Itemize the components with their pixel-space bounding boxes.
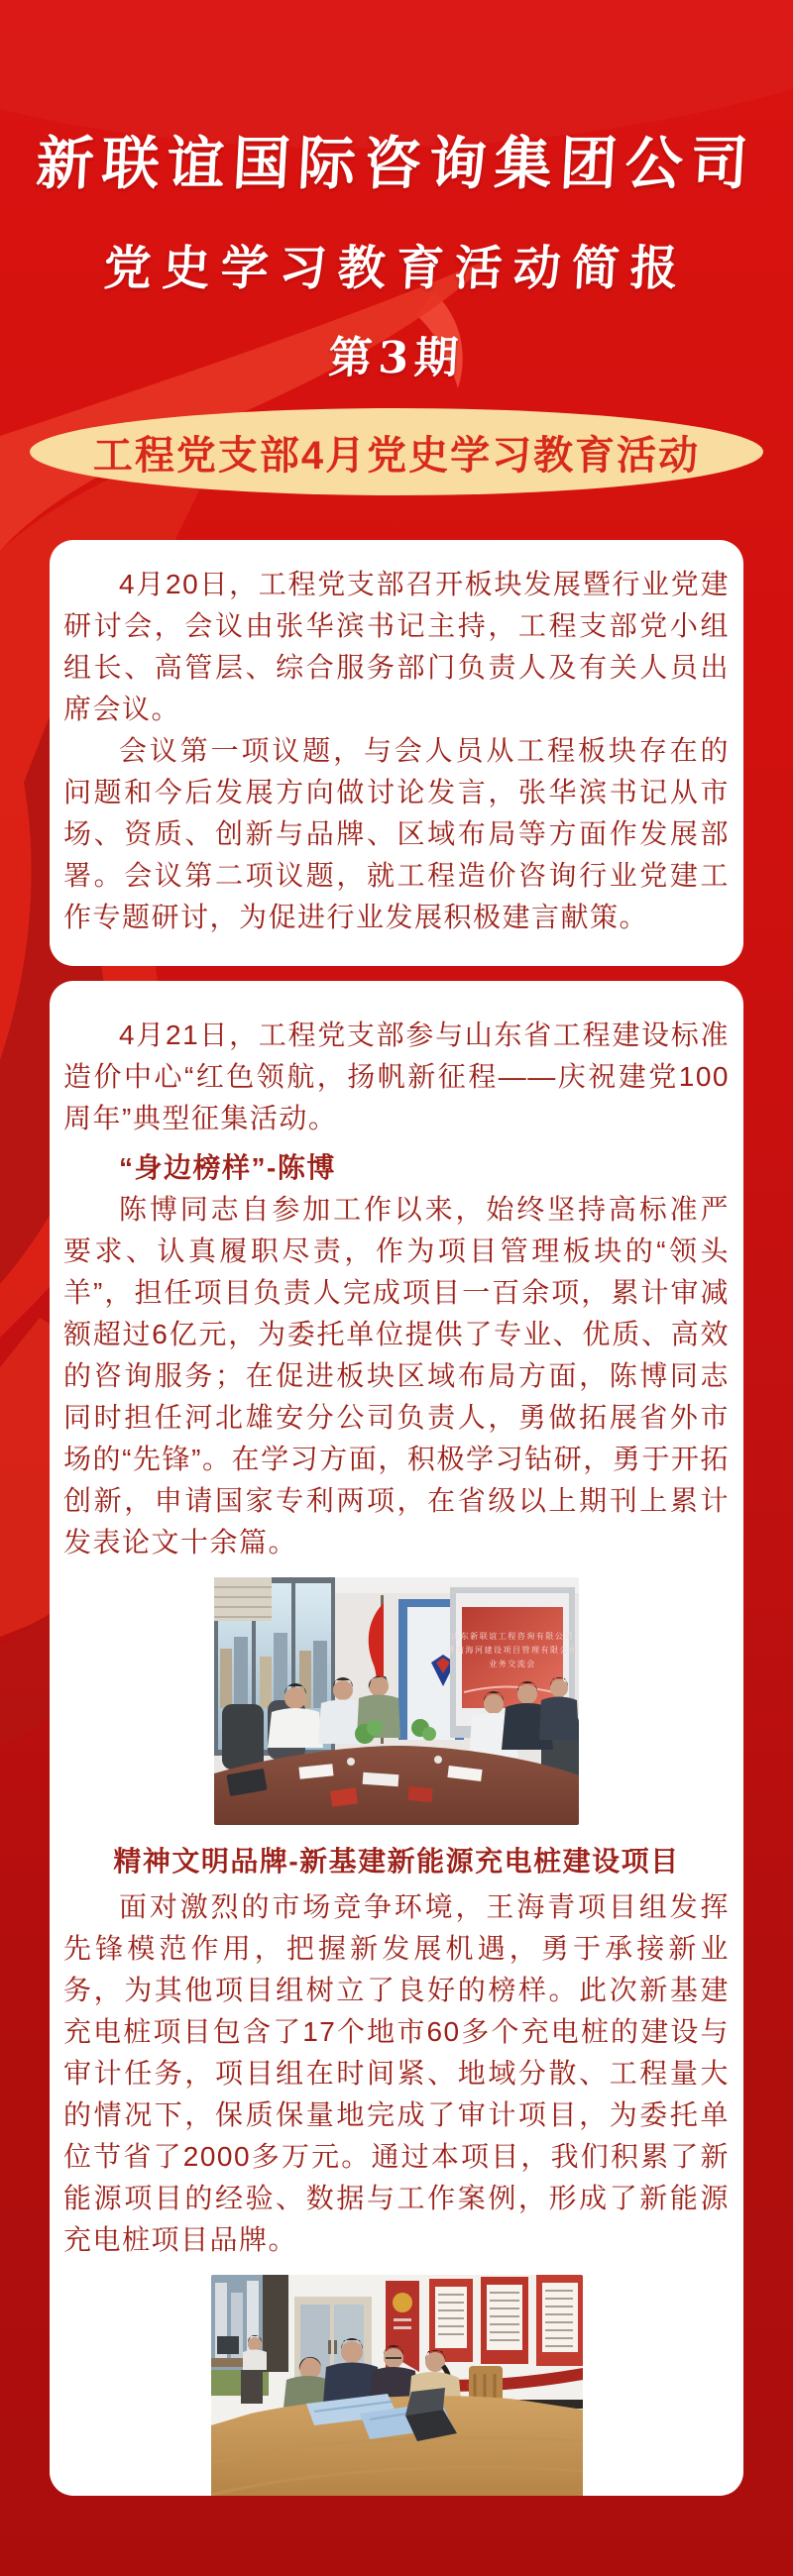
paragraph-meeting-topics: 会议第一项议题，与会人员从工程板块存在的问题和今后发展方向做讨论发言，张华滨书记从市场、资质、创新与品牌、区域布局等方面作发展部署。会议第二项议题，就工程造价咨询行业党建工作专题研讨，为促进行业发展积极建言献策。 [63,735,730,932]
slide-line-2: 济南海河建设项目管理有限公司 [446,1646,579,1655]
paragraph-role-model: 陈博同志自参加工作以来，始终坚持高标准严要求、认真履职尽责，作为项目管理板块的“领头羊”，担任项目负责人完成项目一百余项，累计审减额超过6亿元，为委托单位提供了专业、优质、高效的咨询服务；在促进板块区域布局方面，陈博同志同时担任河北雄安分公司负责人，勇做拓展省外市场的“先锋”。在学习方面，积极学习钻研，勇于开拓创新，申请国家专利两项，在省级以上期刊上累计发表论文十余篇。 [63,1194,730,1557]
slide-line-3: 业务交流会 [489,1660,536,1668]
company-title: 新联谊国际咨询集团公司 [34,130,758,197]
slide-line-1: 山东新联谊工程咨询有限公司 [451,1632,574,1641]
meeting-photo-illustration [214,1577,579,1825]
news-card-april21 [50,981,743,2496]
paragraph-meeting-open: 4月20日，工程党支部召开板块发展暨行业党建研讨会，会议由张华滨书记主持，工程支部党小组组长、高管层、综合服务部门负责人及有关人员出席会议。 [63,569,730,724]
role-model-heading: “身边榜样”-陈博 [119,1152,336,1183]
review-photo-illustration [211,2275,583,2496]
section-banner-label: 工程党支部4月党史学习教育活动 [92,433,701,478]
paragraph-activity-intro: 4月21日，工程党支部参与山东省工程建设标准造价中心“红色领航，扬帆新征程——庆祝建党100周年”典型征集活动。 [63,1020,730,1133]
review-photo [211,2275,583,2496]
meeting-photo [214,1577,579,1825]
bulletin-title: 党史学习教育活动简报 [102,241,691,296]
issue-number: 第3期 [327,333,466,383]
section-banner [30,408,763,495]
masthead [0,117,793,385]
paragraph-brand: 面对激烈的市场竞争环境，王海青项目组发挥先锋模范作用，把握新发展机遇，勇于承接新业务，为其他项目组树立了良好的榜样。此次新基建充电桩项目包含了17个地市60多个充电桩的建设与审计任务，项目组在时间紧、地域分散、工程量大的情况下，保质保量地完成了审计项目，为委托单位节省了2000多万元。通过本项目，我们积累了新能源项目的经验、数据与工作案例，形成了新能源充电桩项目品牌。 [63,1891,730,2255]
brand-heading: 精神文明品牌-新基建新能源充电桩建设项目 [113,1846,680,1877]
news-card-april20 [50,540,743,966]
